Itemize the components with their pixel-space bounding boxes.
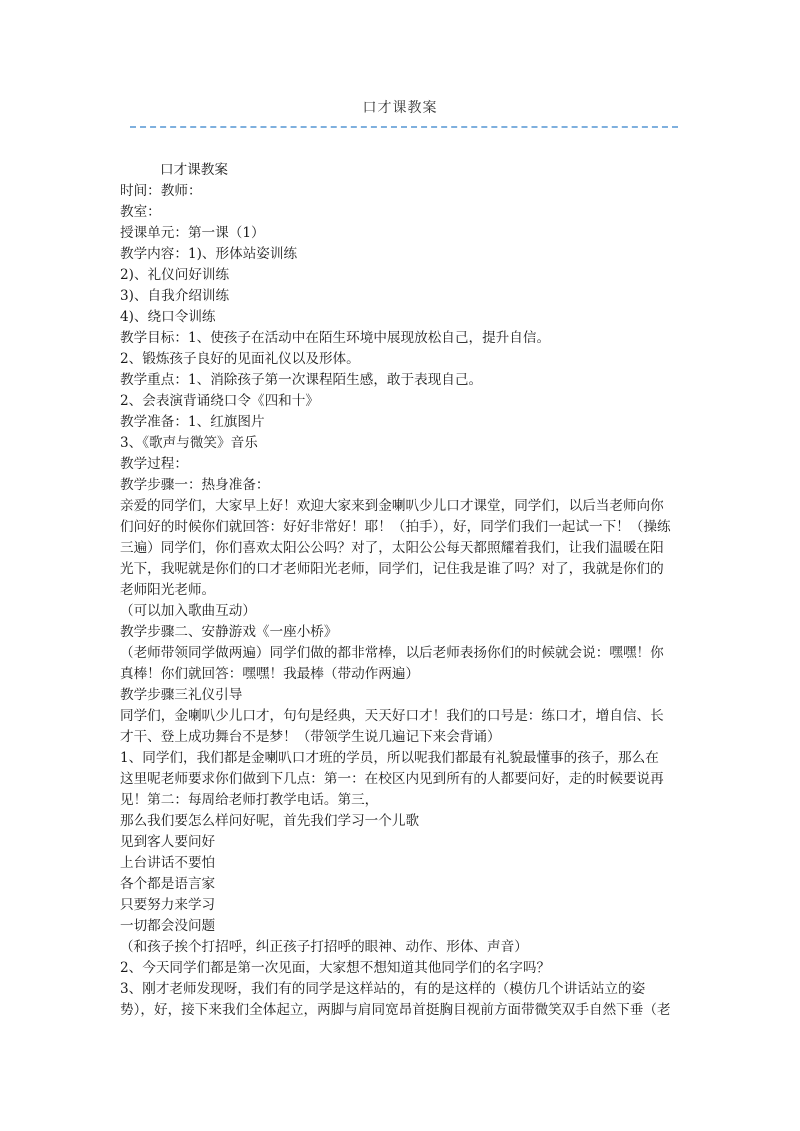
text-line: 那么我们要怎么样问好呢，首先我们学习一个儿歌 [120,813,420,829]
text-line: （老师带领同学做两遍）同学们做的都非常棒，以后老师表扬你们的时候就会说：嘿嘿！你 [120,645,664,661]
text-line: 教学步骤一：热身准备： [120,477,270,493]
text-line: 时间：教师： [120,183,202,199]
text-line: 才干、登上成功舞台不是梦！（带领学生说几遍记下来会背诵） [120,729,501,745]
text-line: （可以加入歌曲互动） [120,603,256,619]
header-divider [130,126,678,128]
text-line: 2、锻炼孩子良好的见面礼仪以及形体。 [120,351,360,367]
text-line: 2)、礼仪问好训练 [120,267,230,283]
text-line: 教学内容：1)、形体站姿训练 [120,246,298,262]
poem-line: 一切都会没问题 [120,918,216,934]
text-line: 3、刚才老师发现呀，我们有的同学是这样站的，有的是这样的（模仿几个讲话站立的姿 [120,981,646,997]
text-line: 势），好，接下来我们全体起立，两脚与肩同宽昂首挺胸目视前方面带微笑双手自然下垂（老 [120,1002,671,1018]
poem-line: 见到客人要问好 [120,834,216,850]
text-line: 同学们，金喇叭少儿口才，句句是经典，天天好口才！我们的口号是：练口才，增自信、长 [120,708,664,724]
text-line: 三遍）同学们，你们喜欢太阳公公吗？对了，太阳公公每天都照耀着我们，让我们温暖在阳 [120,540,664,556]
text-line: 教学重点：1、消除孩子第一次课程陌生感，敢于表现自己。 [120,372,483,388]
text-line: 3、《歌声与微笑》音乐 [120,435,258,451]
text-line: 这里呢老师要求你们做到下几点：第一：在校区内见到所有的人都要问好，走的时候要说再 [120,771,664,787]
text-line: 4)、绕口令训练 [120,309,216,325]
text-line: 教学准备：1、红旗图片 [120,414,265,430]
text-line: 教学目标：1、使孩子在活动中在陌生环境中展现放松自己，提升自信。 [120,330,551,346]
text-line: （和孩子挨个打招呼，纠正孩子打招呼的眼神、动作、形体、声音） [120,939,528,955]
text-line: 们问好的时候你们就回答：好好非常好！耶！（拍手），好，同学们我们一起试一下！（操练 [120,519,671,535]
text-line: 见！第二：每周给老师打教学电话。第三， [120,792,379,808]
poem-line: 只要努力来学习 [120,897,216,913]
text-line: 1、同学们，我们都是金喇叭口才班的学员，所以呢我们都最有礼貌最懂事的孩子，那么在 [120,750,659,766]
text-line: 授课单元：第一课（1） [120,225,265,241]
text-line: 3)、自我介绍训练 [120,288,230,304]
text-line: 真棒！你们就回答：嘿嘿！我最棒（带动作两遍） [120,666,420,682]
text-line: 2、今天同学们都是第一次见面，大家想不想知道其他同学们的名字吗？ [120,960,551,976]
text-line: 老师阳光老师。 [120,582,216,598]
text-line: 教学步骤二、安静游戏《一座小桥》 [120,624,338,640]
document-title: 口才课教案 [160,162,228,178]
text-line: 教学步骤三礼仪引导 [120,687,243,703]
text-line: 光下，我呢就是你们的口才老师阳光老师，同学们，记住我是谁了吗？对了，我就是你们的 [120,561,664,577]
text-line: 教学过程： [120,456,188,472]
poem-line: 各个都是语言家 [120,876,216,892]
text-line: 亲爱的同学们，大家早上好！欢迎大家来到金喇叭少儿口才课堂，同学们，以后当老师向你 [120,498,664,514]
poem-line: 上台讲话不要怕 [120,855,216,871]
text-line: 教室： [120,204,161,220]
document-body [120,160,690,1021]
page-header-title: 口才课教案 [362,100,438,116]
text-line: 2、会表演背诵绕口令《四和十》 [120,393,319,409]
